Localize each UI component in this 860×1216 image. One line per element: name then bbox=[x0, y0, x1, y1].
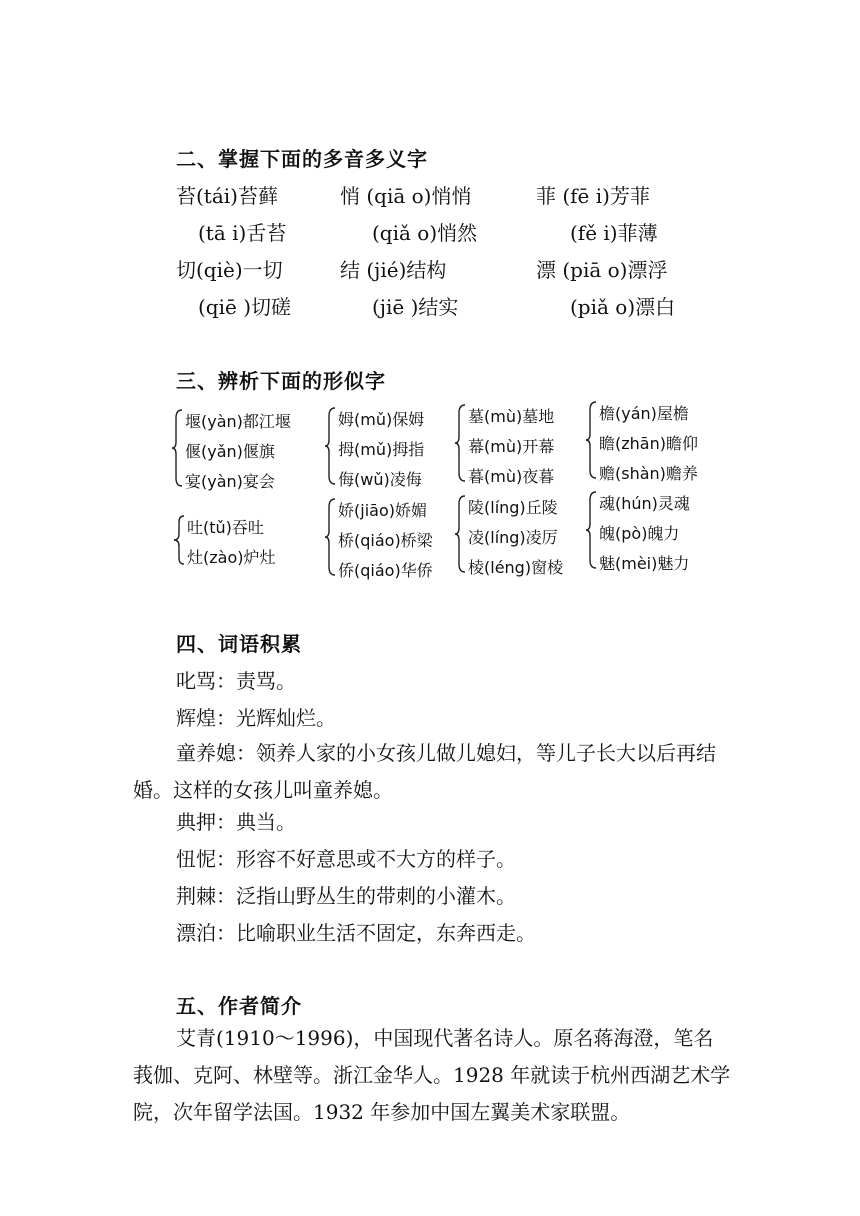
author-paragraph: 艾青(1910～1996)，中国现代著名诗人。原名蒋海澄，笔名莪伽、克阿、林壁等。浙江金华人。1928 年就读于杭州西湖艺术学院，次年留学法国。1932 年参加中国左翼美术家联盟。 bbox=[133, 1026, 731, 1124]
polyphonic-item: 苔(tái)苔藓 bbox=[176, 184, 278, 208]
brace-icon bbox=[325, 406, 337, 486]
similar-char-item: 宴(yàn)宴会 bbox=[185, 472, 275, 491]
similar-char-item: 魄(pò)魄力 bbox=[599, 524, 680, 543]
polyphonic-item: 漂 (piā o)漂浮 bbox=[536, 258, 668, 282]
similar-char-item: 赡(shàn)赡养 bbox=[599, 464, 698, 483]
polyphonic-item: (qiē )切磋 bbox=[198, 295, 291, 319]
similar-char-item: 娇(jiāo)娇媚 bbox=[338, 501, 427, 520]
vocab-entry: 忸怩：形容不好意思或不大方的样子。 bbox=[176, 847, 516, 871]
similar-char-item: 桥(qiáo)桥梁 bbox=[338, 531, 433, 550]
brace-icon bbox=[455, 403, 467, 483]
polyphonic-item: 悄 (qiā o)悄悄 bbox=[340, 184, 472, 208]
brace-icon bbox=[586, 400, 598, 480]
brace-icon bbox=[172, 408, 184, 488]
similar-char-item: 幕(mù)开幕 bbox=[468, 437, 555, 456]
polyphonic-item: 结 (jié)结构 bbox=[340, 258, 447, 282]
section-heading-author: 五、作者简介 bbox=[176, 994, 302, 1018]
vocab-entry: 荆棘：泛指山野丛生的带刺的小灌木。 bbox=[176, 884, 516, 908]
similar-char-item: 魂(hún)灵魂 bbox=[599, 494, 690, 513]
section-heading-polyphonic: 二、掌握下面的多音多义字 bbox=[176, 147, 428, 171]
similar-char-item: 暮(mù)夜暮 bbox=[468, 467, 555, 486]
brace-icon bbox=[174, 514, 186, 566]
similar-char-item: 姆(mǔ)保姆 bbox=[338, 410, 425, 429]
section-heading-vocab: 四、词语积累 bbox=[176, 632, 302, 656]
similar-char-item: 吐(tǔ)吞吐 bbox=[187, 518, 264, 537]
polyphonic-item: (qiǎ o)悄然 bbox=[372, 221, 478, 245]
polyphonic-item: 切(qiè)一切 bbox=[176, 258, 283, 282]
similar-char-item: 墓(mù)墓地 bbox=[468, 407, 555, 426]
vocab-entry: 典押：典当。 bbox=[176, 810, 296, 834]
similar-char-item: 侨(qiáo)华侨 bbox=[338, 561, 433, 580]
vocab-entry: 漂泊：比喻职业生活不固定，东奔西走。 bbox=[176, 921, 536, 945]
polyphonic-item: (tā i)舌苔 bbox=[198, 221, 287, 245]
vocab-entry: 辉煌：光辉灿烂。 bbox=[176, 706, 336, 730]
brace-icon bbox=[325, 497, 337, 577]
similar-char-item: 拇(mǔ)拇指 bbox=[338, 440, 425, 459]
similar-char-item: 灶(zào)炉灶 bbox=[187, 548, 276, 567]
similar-char-item: 侮(wǔ)凌侮 bbox=[338, 470, 422, 489]
similar-char-item: 瞻(zhān)瞻仰 bbox=[599, 434, 698, 453]
vocab-entry: 童养媳：领养人家的小女孩儿做儿媳妇，等儿子长大以后再结婚。这样的女孩儿叫童养媳。 bbox=[133, 741, 716, 802]
similar-char-item: 棱(léng)窗棱 bbox=[468, 558, 564, 577]
similar-char-item: 偃(yǎn)偃旗 bbox=[185, 442, 275, 461]
brace-icon bbox=[455, 494, 467, 574]
similar-char-item: 檐(yán)屋檐 bbox=[599, 404, 689, 423]
similar-char-item: 陵(líng)丘陵 bbox=[468, 498, 558, 517]
polyphonic-item: (fě i)菲薄 bbox=[570, 221, 658, 245]
vocab-entry: 叱骂：责骂。 bbox=[176, 669, 296, 693]
similar-char-item: 堰(yàn)都江堰 bbox=[185, 412, 291, 431]
polyphonic-item: 菲 (fē i)芳菲 bbox=[536, 184, 650, 208]
similar-char-item: 凌(líng)凌厉 bbox=[468, 528, 558, 547]
section-heading-similar: 三、辨析下面的形似字 bbox=[176, 369, 386, 393]
similar-char-item: 魅(mèi)魅力 bbox=[599, 554, 690, 573]
brace-icon bbox=[586, 490, 598, 570]
polyphonic-item: (piǎ o)漂白 bbox=[570, 295, 676, 319]
polyphonic-item: (jiē )结实 bbox=[372, 295, 459, 319]
